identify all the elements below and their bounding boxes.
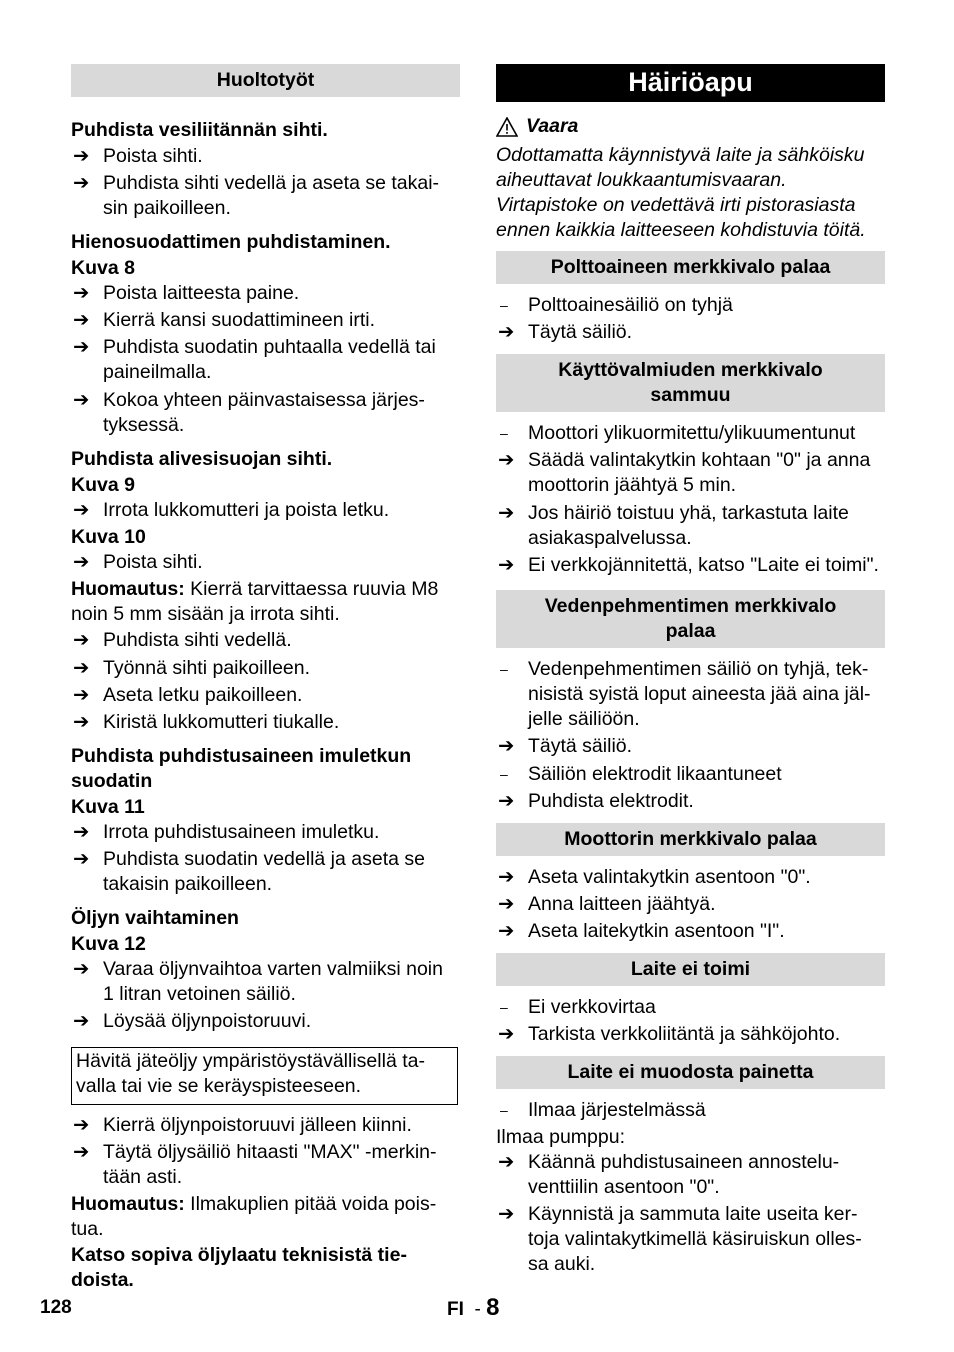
section-fuel-light: Polttoaineen merkkivalo palaa	[496, 251, 885, 284]
list-item: ➔ Löysää öljynpoistoruuvi.	[73, 1010, 312, 1032]
list-item: ➔ Ei verkkojännitettä, katso "Laite ei toimi".	[498, 554, 879, 576]
arrow-right-icon: ➔	[498, 1151, 515, 1173]
warning-text: Odottamatta käynnistyvä laite ja sähköisku aiheuttavat loukkaantumisvaaran. Virtapistoke on vedettävä irti pistorasiasta ennen kaikkia laitteeseen kohdistuvia töitä.	[496, 144, 866, 241]
heading-water-filter: Puhdista vesiliitännän sihti.	[71, 119, 328, 141]
list-item: ➔ Kiristä lukkomutteri tiukalle.	[73, 711, 340, 733]
list-item: ➔ Irrota lukkomutteri ja poista letku.	[73, 499, 390, 521]
figure-ref: Kuva 10	[71, 526, 146, 548]
arrow-right-icon: ➔	[498, 1203, 515, 1225]
list-item: ➔ Kokoa yhteen päinvastaisessa järjes- tyksessä.	[73, 389, 425, 436]
heading-detergent-filter: Puhdista puhdistusaineen imuletkun suodatin	[71, 745, 412, 792]
list-item: ➔ Käännä puhdistusaineen annostelu- venttiilin asentoon "0".	[498, 1151, 840, 1198]
arrow-right-icon: ➔	[73, 551, 90, 573]
arrow-right-icon: ➔	[498, 502, 515, 524]
figure-ref: Kuva 8	[71, 257, 135, 279]
list-item: – Vedenpehmentimen säiliö on tyhjä, tek- nisistä syistä loput aineesta jää aina jäl- jelle säiliöön.	[500, 658, 871, 730]
list-item: – Ei verkkovirtaa	[500, 996, 656, 1018]
section-title-maintenance: Huoltotyöt	[71, 64, 460, 97]
dash-icon: –	[500, 999, 508, 1015]
arrow-right-icon: ➔	[73, 282, 90, 304]
list-item: ➔ Käynnistä ja sammuta laite useita ker- toja valintakytkimellä käsiruiskun olles- sa auki.	[498, 1203, 862, 1275]
arrow-right-icon: ➔	[498, 893, 515, 915]
arrow-right-icon: ➔	[498, 554, 515, 576]
arrow-right-icon: ➔	[498, 790, 515, 812]
list-item: ➔ Puhdista suodatin vedellä ja aseta se takaisin paikoilleen.	[73, 848, 425, 895]
section-device-not-working: Laite ei toimi	[496, 953, 885, 986]
list-item: ➔ Kierrä öljynpoistoruuvi jälleen kiinni.	[73, 1114, 412, 1136]
note-paragraph: Huomautus: Ilmakuplien pitää voida pois- tua.	[71, 1193, 437, 1240]
arrow-right-icon: ➔	[73, 629, 90, 651]
arrow-right-icon: ➔	[498, 920, 515, 942]
arrow-right-icon: ➔	[498, 1023, 515, 1045]
list-item: ➔ Varaa öljynvaihtoa varten valmiiksi noin 1 litran vetoinen säiliö.	[73, 958, 443, 1005]
arrow-right-icon: ➔	[498, 449, 515, 471]
list-item: ➔ Kierrä kansi suodattimineen irti.	[73, 309, 376, 331]
list-item: ➔ Aseta laitekytkin asentoon "I".	[498, 920, 785, 942]
list-item: ➔ Poista sihti.	[73, 145, 203, 167]
section-softener-light: Vedenpehmentimen merkkivalo palaa	[496, 590, 885, 648]
right-column	[496, 64, 885, 1277]
list-item: ➔ Irrota puhdistusaineen imuletku.	[73, 821, 380, 843]
list-item: ➔ Anna laitteen jäähtyä.	[498, 893, 716, 915]
arrow-right-icon: ➔	[73, 389, 90, 411]
figure-ref: Kuva 11	[71, 796, 145, 818]
arrow-right-icon: ➔	[73, 711, 90, 733]
arrow-right-icon: ➔	[73, 336, 90, 358]
plain-text: Ilmaa pumppu:	[496, 1126, 625, 1148]
list-item: ➔ Poista sihti.	[73, 551, 203, 573]
section-ready-light: Käyttövalmiuden merkkivalo sammuu	[496, 354, 885, 412]
section-motor-light: Moottorin merkkivalo palaa	[496, 823, 885, 856]
page-number: 128	[40, 1297, 72, 1318]
list-item: ➔ Aseta valintakytkin asentoon "0".	[498, 866, 811, 888]
arrow-right-icon: ➔	[73, 145, 90, 167]
arrow-right-icon: ➔	[73, 172, 90, 194]
arrow-right-icon: ➔	[498, 321, 515, 343]
list-item: ➔ Työnnä sihti paikoilleen.	[73, 657, 311, 679]
arrow-right-icon: ➔	[73, 1114, 90, 1136]
list-item: ➔ Täytä öljysäiliö hitaasti "MAX" -merkin- tään asti.	[73, 1141, 437, 1188]
environment-note-box: Hävitä jäteöljy ympäristöystävällisellä ta- valla tai vie se keräyspisteeseen.	[71, 1047, 458, 1105]
arrow-right-icon: ➔	[73, 821, 90, 843]
list-item: ➔ Puhdista sihti vedellä.	[73, 629, 292, 651]
language-page-ref: FI - 8	[447, 1294, 500, 1321]
arrow-right-icon: ➔	[498, 735, 515, 757]
list-item: ➔ Säädä valintakytkin kohtaan "0" ja anna moottorin jäähtyä 5 min.	[498, 449, 871, 496]
list-item: ➔ Jos häiriö toistuu yhä, tarkastuta laite asiakaspalvelussa.	[498, 502, 849, 549]
left-column	[71, 64, 460, 1293]
dash-icon: –	[500, 425, 508, 441]
arrow-right-icon: ➔	[73, 958, 90, 980]
arrow-right-icon: ➔	[73, 684, 90, 706]
dash-icon: –	[500, 661, 508, 677]
dash-icon: –	[500, 297, 508, 313]
arrow-right-icon: ➔	[73, 848, 90, 870]
warning-triangle-icon	[496, 117, 518, 137]
page-title: Häiriöapu	[496, 64, 885, 102]
arrow-right-icon: ➔	[73, 309, 90, 331]
figure-ref: Kuva 12	[71, 933, 146, 955]
figure-ref: Kuva 9	[71, 474, 135, 496]
arrow-right-icon: ➔	[73, 1010, 90, 1032]
heading-fine-filter: Hienosuodattimen puhdistaminen.	[71, 231, 391, 253]
list-item: ➔ Täytä säiliö.	[498, 321, 633, 343]
heading-oil-change: Öljyn vaihtaminen	[71, 907, 239, 929]
note-paragraph: Huomautus: Kierrä tarvittaessa ruuvia M8 noin 5 mm sisään ja irrota sihti.	[71, 578, 439, 625]
heading-low-water-filter: Puhdista alivesisuojan sihti.	[71, 448, 333, 470]
list-item: ➔ Puhdista elektrodit.	[498, 790, 694, 812]
list-item: ➔ Puhdista suodatin puhtaalla vedellä tai paineilmalla.	[73, 336, 436, 383]
list-item: ➔ Tarkista verkkoliitäntä ja sähköjohto.	[498, 1023, 841, 1045]
arrow-right-icon: ➔	[73, 499, 90, 521]
list-item: ➔ Poista laitteesta paine.	[73, 282, 300, 304]
section-no-pressure: Laite ei muodosta painetta	[496, 1056, 885, 1089]
arrow-right-icon: ➔	[73, 1141, 90, 1163]
oil-quality-reference: Katso sopiva öljylaatu teknisistä tie- doista.	[71, 1244, 407, 1291]
list-item: ➔ Puhdista sihti vedellä ja aseta se takai- sin paikoilleen.	[73, 172, 440, 219]
list-item: – Moottori ylikuormitettu/ylikuumentunut	[500, 422, 856, 444]
dash-icon: –	[500, 1102, 508, 1118]
list-item: ➔ Aseta letku paikoilleen.	[73, 684, 303, 706]
arrow-right-icon: ➔	[73, 657, 90, 679]
list-item: – Polttoainesäiliö on tyhjä	[500, 294, 733, 316]
list-item: – Ilmaa järjestelmässä	[500, 1099, 706, 1121]
list-item: ➔ Täytä säiliö.	[498, 735, 633, 757]
arrow-right-icon: ➔	[498, 866, 515, 888]
warning-heading: Vaara	[496, 114, 885, 139]
list-item: – Säiliön elektrodit likaantuneet	[500, 763, 782, 785]
dash-icon: –	[500, 766, 508, 782]
